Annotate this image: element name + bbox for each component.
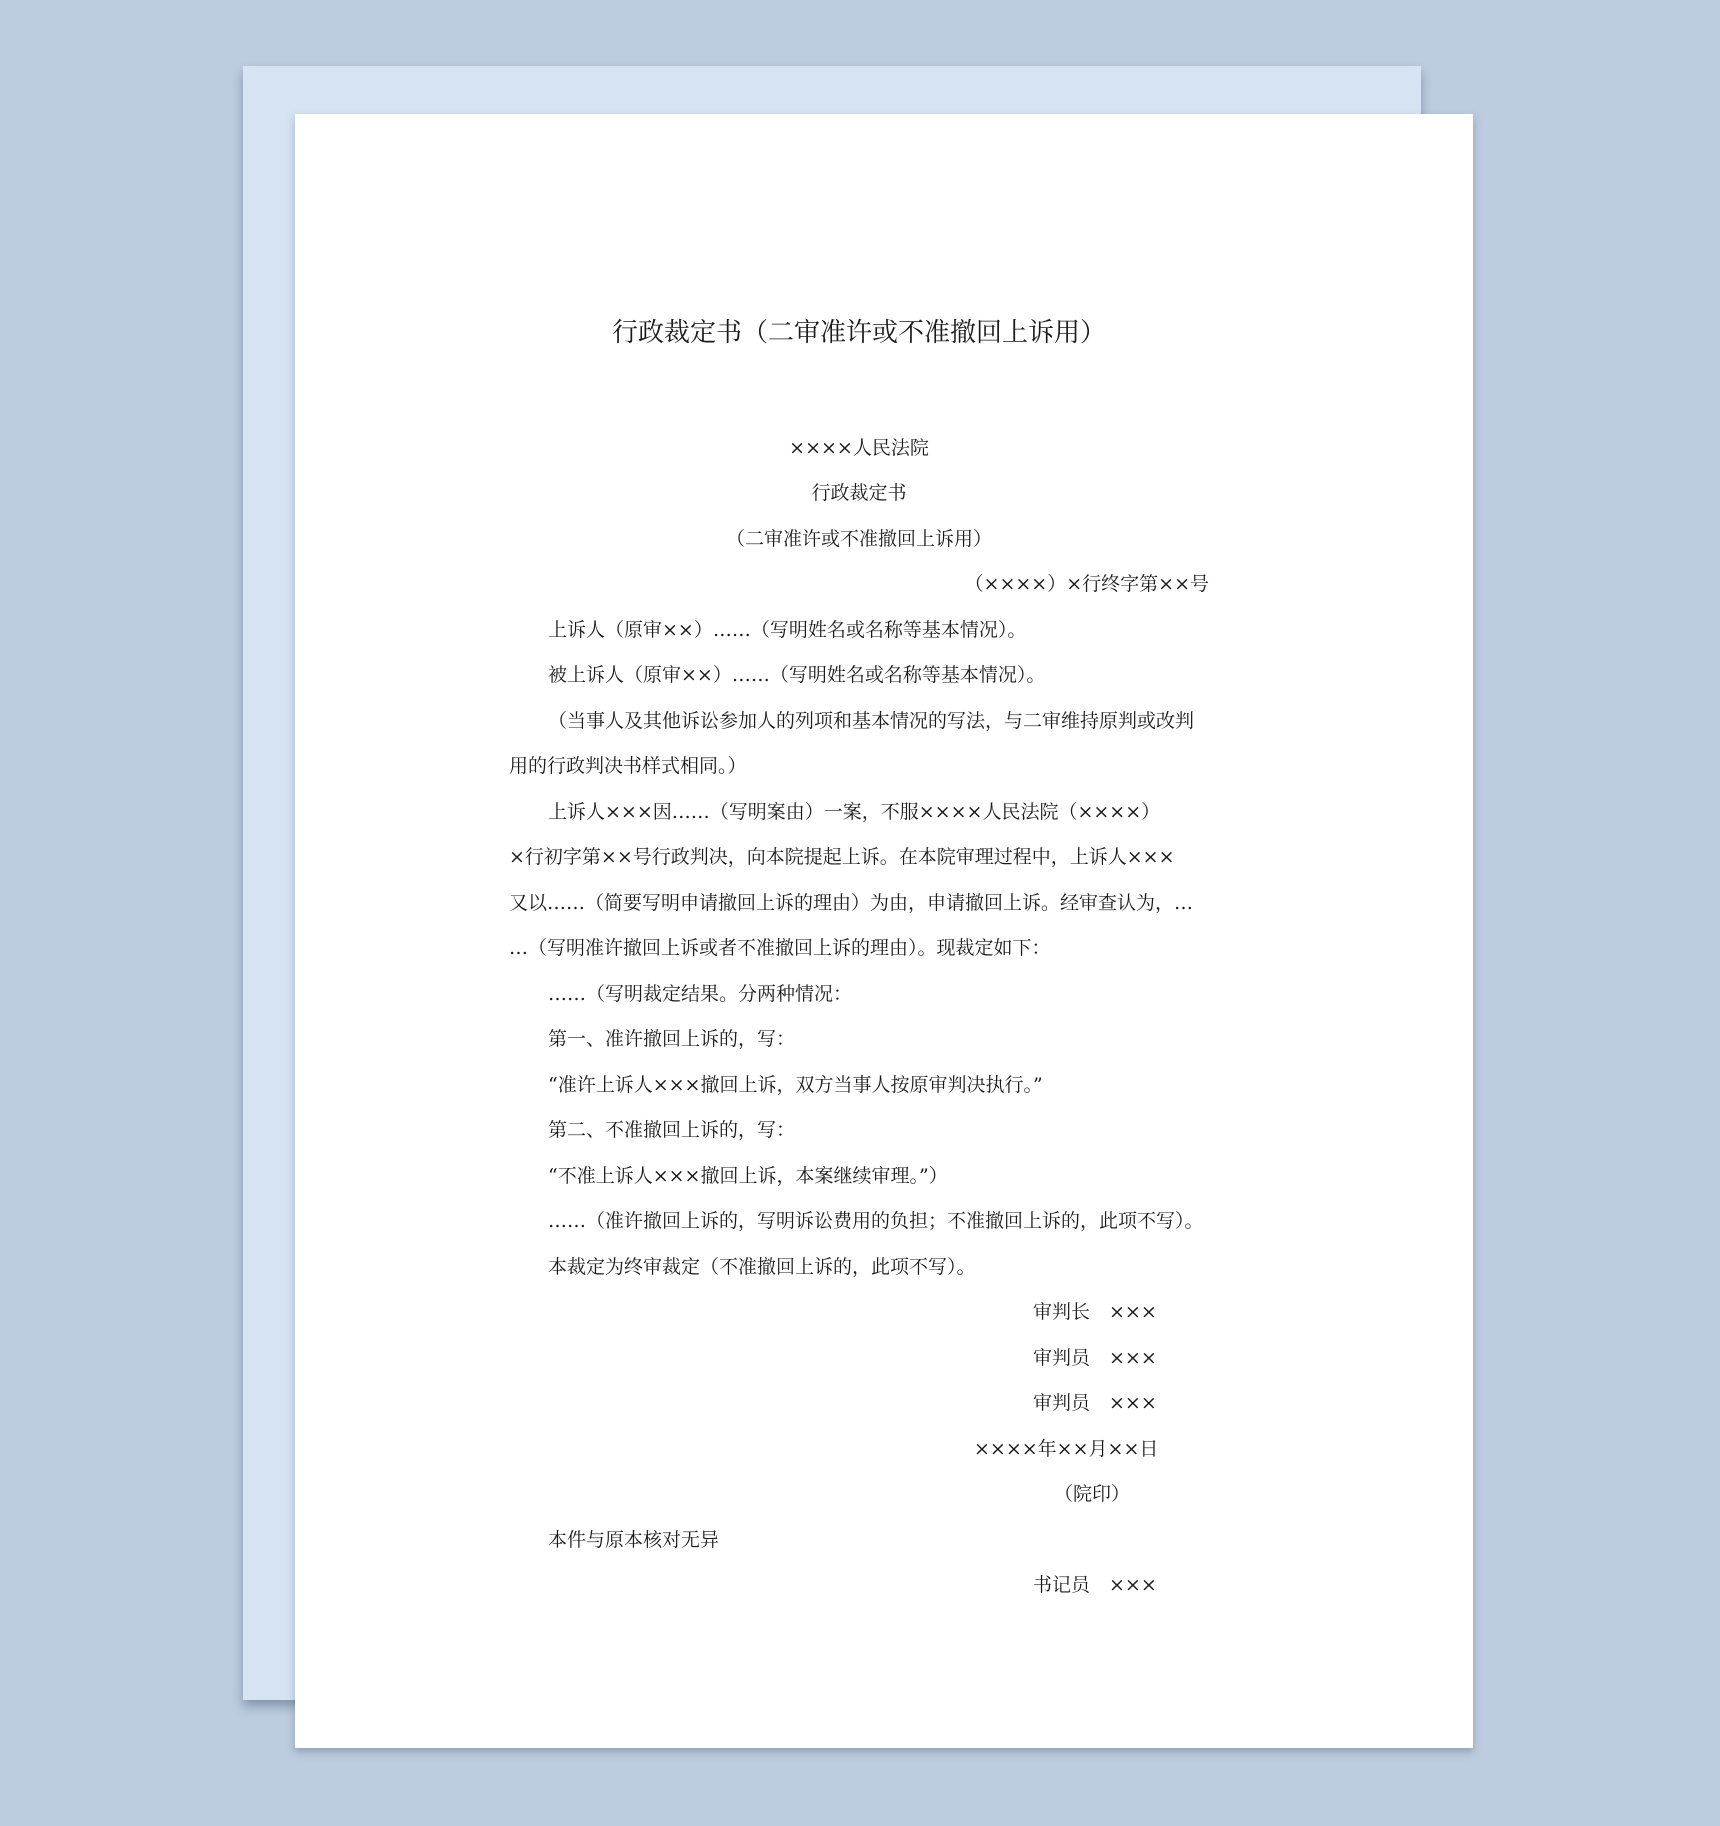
signature-presiding-judge: 审判长 ××× [1033, 1301, 1157, 1323]
paragraph: （当事人及其他诉讼参加人的列项和基本情况的写法，与二审维持原判或改判 [548, 710, 1195, 732]
paragraph: 被上诉人（原审××）……（写明姓名或名称等基本情况）。 [548, 664, 1046, 686]
paragraph: “准许上诉人×××撤回上诉，双方当事人按原审判决执行。” [548, 1074, 1043, 1096]
paragraph: 用的行政判决书样式相同。） [509, 755, 747, 777]
signature-judge: 审判员 ××× [1033, 1347, 1157, 1369]
court-name: ××××人民法院 [789, 437, 929, 459]
paragraph: ……（准许撤回上诉的，写明诉讼费用的负担；不准撤回上诉的，此项不写）。 [548, 1210, 1204, 1232]
doc-subtype: （二审准许或不准撤回上诉用） [725, 528, 992, 550]
case-number: （××××）×行终字第××号 [964, 573, 1209, 595]
paragraph: 第二、不准撤回上诉的，写： [548, 1119, 796, 1141]
paragraph: 第一、准许撤回上诉的，写： [548, 1028, 796, 1050]
paragraph: ×行初字第××号行政判决，向本院提起上诉。在本院审理过程中，上诉人××× [509, 846, 1175, 868]
document-page [295, 114, 1473, 1748]
doc-type: 行政裁定书 [811, 482, 907, 504]
paragraph: 又以……（简要写明申请撤回上诉的理由）为由，申请撤回上诉。经审查认为，… [509, 892, 1194, 914]
paragraph: 上诉人（原审××）……（写明姓名或名称等基本情况）。 [548, 619, 1027, 641]
court-seal: （院印） [1054, 1483, 1131, 1505]
paragraph: 上诉人×××因……（写明案由）一案，不服××××人民法院（××××） [548, 801, 1161, 823]
paragraph: ……（写明裁定结果。分两种情况： [548, 983, 853, 1005]
signature-clerk: 书记员 ××× [1033, 1574, 1157, 1596]
document-date: ××××年××月××日 [974, 1438, 1159, 1460]
signature-judge: 审判员 ××× [1033, 1392, 1157, 1414]
paragraph: 本裁定为终审裁定（不准撤回上诉的，此项不写）。 [548, 1256, 976, 1278]
document-title: 行政裁定书（二审准许或不准撤回上诉用） [611, 318, 1106, 348]
verification-note: 本件与原本核对无异 [548, 1529, 720, 1551]
paragraph: …（写明准许撤回上诉或者不准撤回上诉的理由）。现裁定如下： [509, 937, 1051, 959]
paragraph: “不准上诉人×××撤回上诉，本案继续审理。”） [548, 1165, 948, 1187]
